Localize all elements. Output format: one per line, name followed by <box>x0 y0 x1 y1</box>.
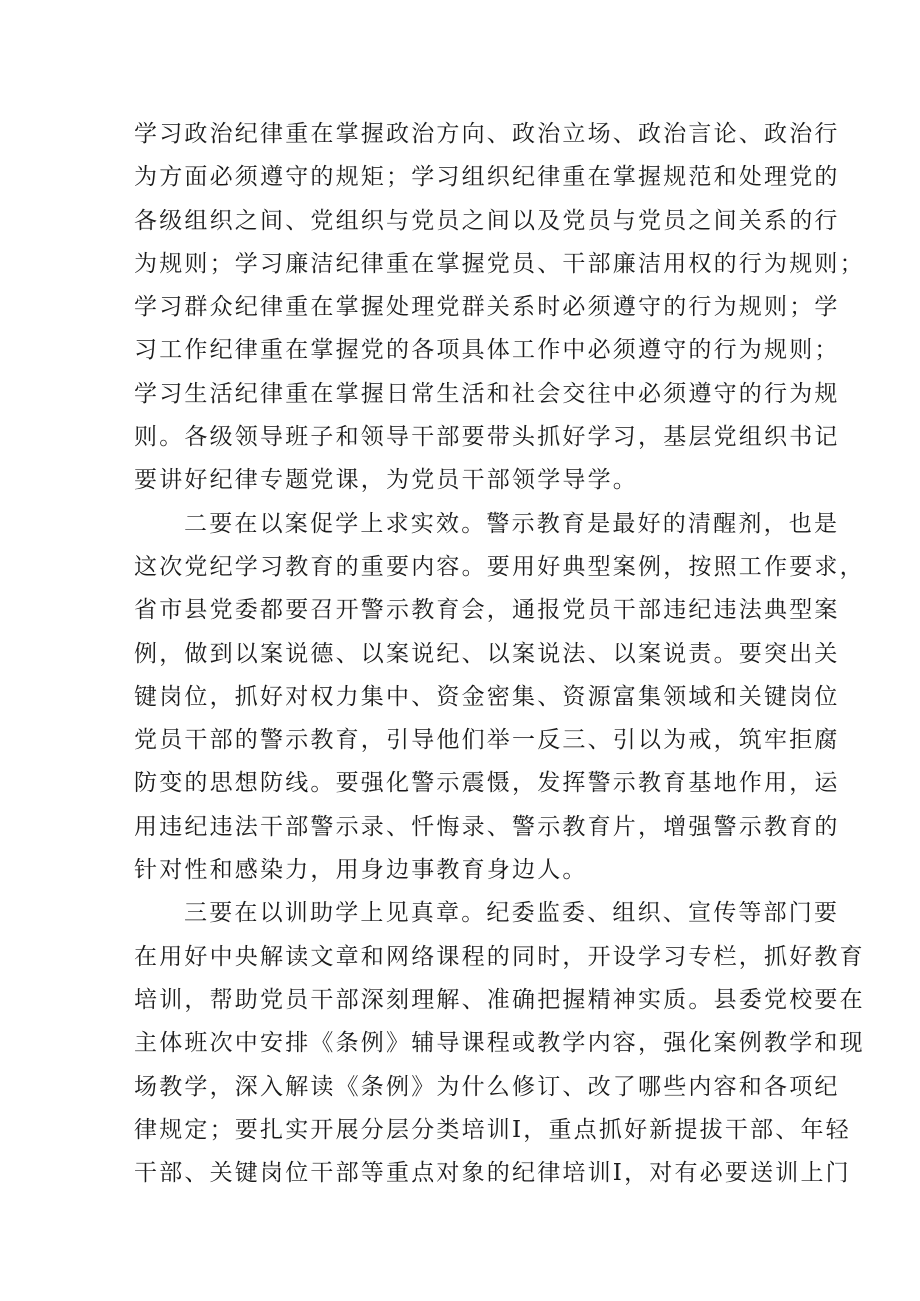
text-line: 学习群众纪律重在掌握处理党群关系时必须遵守的行为规则；学 <box>134 294 840 321</box>
text-line: 学习政治纪律重在掌握政治方向、政治立场、政治言论、政治行 <box>134 121 840 147</box>
text-line: 针对性和感染力，用身边事教育身边人。 <box>134 857 588 884</box>
text-line: 三要在以训助学上见真章。纪委监委、组织、宣传等部门要 <box>184 900 840 927</box>
text-line: 律规定；要扎实开展分层分类培训I，重点抓好新提拔干部、年轻 <box>134 1116 851 1143</box>
text-line: 要讲好纪律专题党课，为党员干部领学导学。 <box>134 467 638 494</box>
text-line: 习工作纪律重在掌握党的各项具体工作中必须遵守的行为规则； <box>134 337 840 364</box>
paragraph-warning-education <box>134 503 865 893</box>
text-line: 省市县党委都要召开警示教育会，通报党员干部违纪违法典型案 <box>134 597 840 624</box>
text-line: 干部、关键岗位干部等重点对象的纪律培训I，对有必要送训上门 <box>134 1160 851 1187</box>
text-line: 学习生活纪律重在掌握日常生活和社会交往中必须遵守的行为规 <box>134 380 840 407</box>
text-line: 为规则；学习廉洁纪律重在掌握党员、干部廉洁用权的行为规则； <box>134 250 865 277</box>
text-line: 各级组织之间、党组织与党员之间以及党员与党员之间关系的行 <box>134 207 840 234</box>
text-line: 用违纪违法干部警示录、忏悔录、警示教育片，增强警示教育的 <box>134 813 840 840</box>
text-line: 例，做到以案说德、以案说纪、以案说法、以案说责。要突出关 <box>134 640 840 667</box>
text-line: 键岗位，抓好对权力集中、资金密集、资源富集领域和关键岗位 <box>134 683 840 710</box>
text-line: 防变的思想防线。要强化警示震慑，发挥警示教育基地作用，运 <box>134 770 840 797</box>
text-line: 培训，帮助党员干部深刻理解、准确把握精神实质。县委党校要在 <box>134 986 865 1013</box>
text-line: 场教学，深入解读《条例》为什么修订、改了哪些内容和各项纪 <box>134 1073 840 1100</box>
text-line: 党员干部的警示教育，引导他们举一反三、引以为戒，筑牢拒腐 <box>134 727 840 754</box>
text-line: 这次党纪学习教育的重要内容。要用好典型案例，按照工作要求， <box>134 553 865 580</box>
paragraph-political-discipline <box>134 113 865 503</box>
text-line: 为方面必须遵守的规矩；学习组织纪律重在掌握规范和处理党的 <box>134 164 840 191</box>
text-line: 二要在以案促学上求实效。警示教育是最好的清醒剂，也是 <box>184 510 840 537</box>
text-line: 在用好中央解读文章和网络课程的同时，开设学习专栏，抓好教育 <box>134 943 865 970</box>
text-line: 主体班次中安排《条例》辅导课程或教学内容，强化案例教学和现 <box>134 1030 865 1057</box>
document-body <box>134 113 865 1195</box>
text-line: 则。各级领导班子和领导干部要带头抓好学习，基层党组织书记 <box>134 424 840 451</box>
paragraph-training <box>134 892 865 1195</box>
